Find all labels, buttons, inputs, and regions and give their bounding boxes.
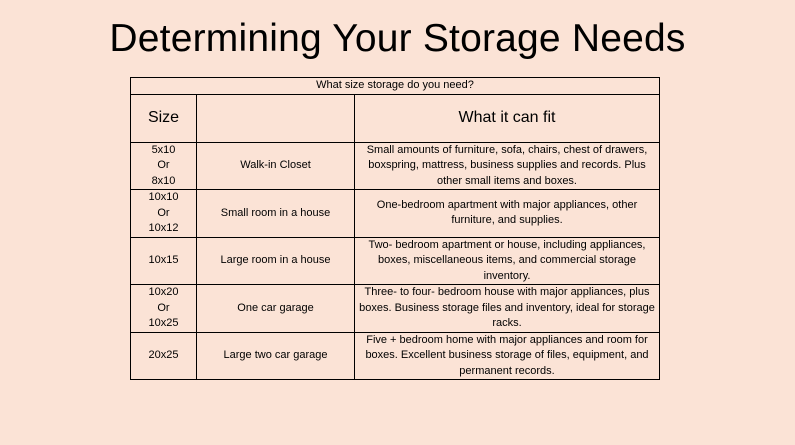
table-row [131,142,660,190]
table-caption: What size storage do you need? [131,78,660,95]
label-cell: Large room in a house [197,237,355,285]
table-header-row [131,94,660,142]
size-line: 10x10 [148,191,179,203]
size-line: Or [157,159,170,171]
table-row [131,237,660,285]
fit-cell: Three- to four- bedroom house with major appliances, plus boxes. Business storage files and inventory, ideal for storage racks. [355,285,660,333]
size-line: Or [157,206,170,219]
size-cell [131,142,197,190]
header-label [197,94,355,142]
size-cell [131,237,197,285]
size-line: Or [157,301,170,314]
size-line: 5x10 [151,143,176,156]
header-size: Size [131,94,197,142]
fit-cell: One-bedroom apartment with major appliances, other furniture, and supplies. [355,190,660,238]
size-cell [131,332,197,380]
label-cell: Walk-in Closet [197,142,355,190]
header-fit: What it can fit [355,94,660,142]
size-cell [131,190,197,238]
label-cell: One car garage [197,285,355,333]
fit-cell: Five + bedroom home with major appliances and room for boxes. Excellent business storage of files, equipment, and permanent records. [355,332,660,380]
size-line: 20x25 [148,349,179,361]
size-line: 8x10 [151,174,176,187]
fit-cell: Two- bedroom apartment or house, including appliances, boxes, miscellaneous items, and commercial storage inventory. [355,237,660,285]
storage-table [130,77,660,380]
size-line: 10x20 [148,286,179,298]
label-cell: Small room in a house [197,190,355,238]
table-row [131,190,660,238]
slide-title: Determining Your Storage Needs [109,17,686,60]
fit-cell: Small amounts of furniture, sofa, chairs, chest of drawers, boxspring, mattress, business supplies and records. Plus other small items and boxes. [355,142,660,190]
table-caption-row [131,78,660,95]
table-row [131,285,660,333]
size-line: 10x25 [148,317,179,329]
size-line: 10x15 [148,254,179,266]
size-line: 10x12 [148,222,179,234]
table-row [131,332,660,380]
label-cell: Large two car garage [197,332,355,380]
size-cell [131,285,197,333]
